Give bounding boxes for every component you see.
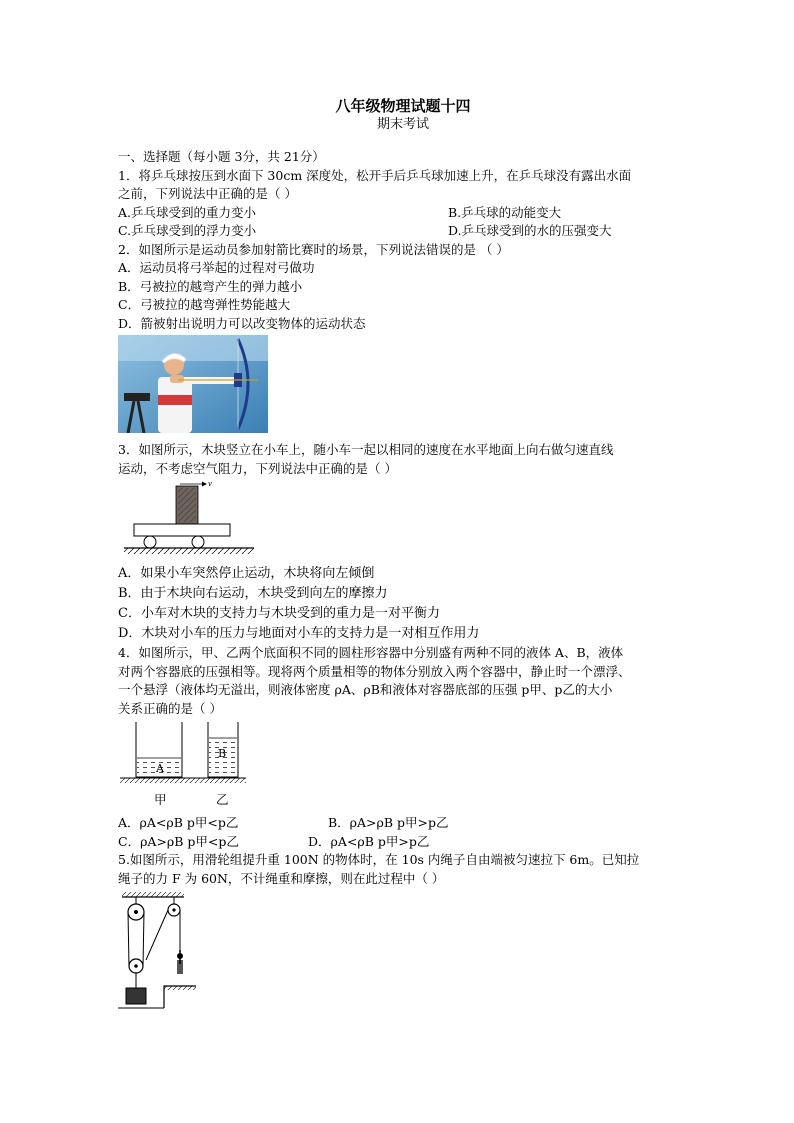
q4-stem-line1: 4．如图所示，甲、乙两个底面积不同的圆柱形容器中分别盛有两种不同的液体 A、B，液体: [118, 645, 624, 660]
q5-stem-line1: 5.如图所示，用滑轮组提升重 100N 的物体时，在 10s 内绳子自由端被匀速拉下 6m。已知拉: [118, 852, 640, 867]
q1-option-b[interactable]: B.乒乓球的动能变大: [448, 204, 562, 220]
cart-block-diagram: [118, 480, 688, 560]
archery-photo: [118, 335, 688, 437]
container-labels: [118, 790, 688, 810]
q4-options-row1: [118, 814, 688, 833]
q4-option-b[interactable]: B．ρA>ρB p甲>p乙: [328, 815, 449, 830]
question-4: [118, 644, 688, 851]
question-3: [118, 441, 688, 644]
q1-option-c[interactable]: C.乒乓球受到的浮力变小: [118, 223, 257, 238]
q2-option-a[interactable]: A．运动员将弓举起的过程对弓做功: [118, 260, 315, 275]
question-1: [118, 167, 688, 241]
q3-option-b[interactable]: B．由于木块向右运动，木块受到向左的摩擦力: [118, 586, 388, 601]
q3-option-d[interactable]: D．木块对小车的压力与地面对小车的支持力是一对相互作用力: [118, 626, 480, 641]
question-2: [118, 241, 688, 438]
q1-options-row2: [118, 222, 688, 241]
q5-stem-line2: 绳子的力 F 为 60N，不计绳重和摩擦，则在此过程中（ ）: [118, 870, 445, 886]
q1-option-d[interactable]: D.乒乓球受到的水的压强变大: [448, 223, 612, 238]
container-jia-label: 甲: [154, 792, 167, 807]
q2-option-b[interactable]: B．弓被拉的越弯产生的弹力越小: [118, 278, 303, 294]
q4-stem-line4: 关系正确的是（ ）: [118, 700, 222, 716]
liquid-b-label: B: [218, 747, 227, 760]
q4-options-row2: [118, 833, 688, 852]
question-5: [118, 851, 688, 1016]
q4-stem-line3: 一个悬浮（液体均无溢出，则液体密度 ρA、ρB和液体对容器底部的压强 p甲、p乙的大小: [118, 682, 613, 697]
q2-stem: 2．如图所示是运动员参加射箭比赛时的场景，下列说法错误的是 （ ）: [118, 241, 509, 257]
pulley-diagram: [118, 890, 688, 1016]
q4-option-a[interactable]: A．ρA<ρB p甲<p乙: [118, 815, 239, 830]
q3-stem-line2: 运动，不考虑空气阻力，下列说法中正确的是（ ）: [118, 460, 397, 476]
containers-diagram: [118, 720, 688, 810]
exam-page: [118, 96, 688, 1020]
q3-option-a[interactable]: A．如果小车突然停止运动，木块将向左倾倒: [118, 566, 375, 581]
velocity-label: v: [208, 480, 212, 488]
q1-stem-line1: 1．将乒乓球按压到水面下 30cm 深度处，松开手后乒乓球加速上升，在乒乓球没有露出水面: [118, 167, 632, 183]
exam-title: 八年级物理试题十四: [335, 97, 471, 115]
exam-subtitle: 期末考试: [376, 117, 429, 132]
q2-option-c[interactable]: C．弓被拉的越弯弹性势能越大: [118, 297, 291, 312]
container-yi-label: 乙: [216, 792, 229, 807]
q3-option-c[interactable]: C．小车对木块的支持力与木块受到的重力是一对平衡力: [118, 606, 440, 621]
q1-option-a[interactable]: A.乒乓球受到的重力变小: [118, 204, 257, 220]
liquid-a-label: A: [156, 762, 164, 775]
q4-stem-line2: 对两个容器底的压强相等。现将两个质量相等的物体分别放入两个容器中，静止时一个漂浮、: [118, 663, 631, 679]
q4-option-d[interactable]: D．ρA<ρB p甲>p乙: [308, 833, 430, 849]
section-heading: 一、选择题（每小题 3分，共 21分）: [118, 149, 325, 164]
q1-options-row1: [118, 204, 688, 223]
q4-option-c[interactable]: C．ρA>ρB p甲<p乙: [118, 833, 239, 849]
q1-stem-line2: 之前，下列说法中正确的是（ ）: [118, 186, 297, 201]
q2-option-d[interactable]: D．箭被射出说明力可以改变物体的运动状态: [118, 315, 366, 331]
q3-stem-line1: 3．如图所示，木块竖立在小车上，随小车一起以相同的速度在水平地面上向右做匀速直线: [118, 442, 614, 457]
